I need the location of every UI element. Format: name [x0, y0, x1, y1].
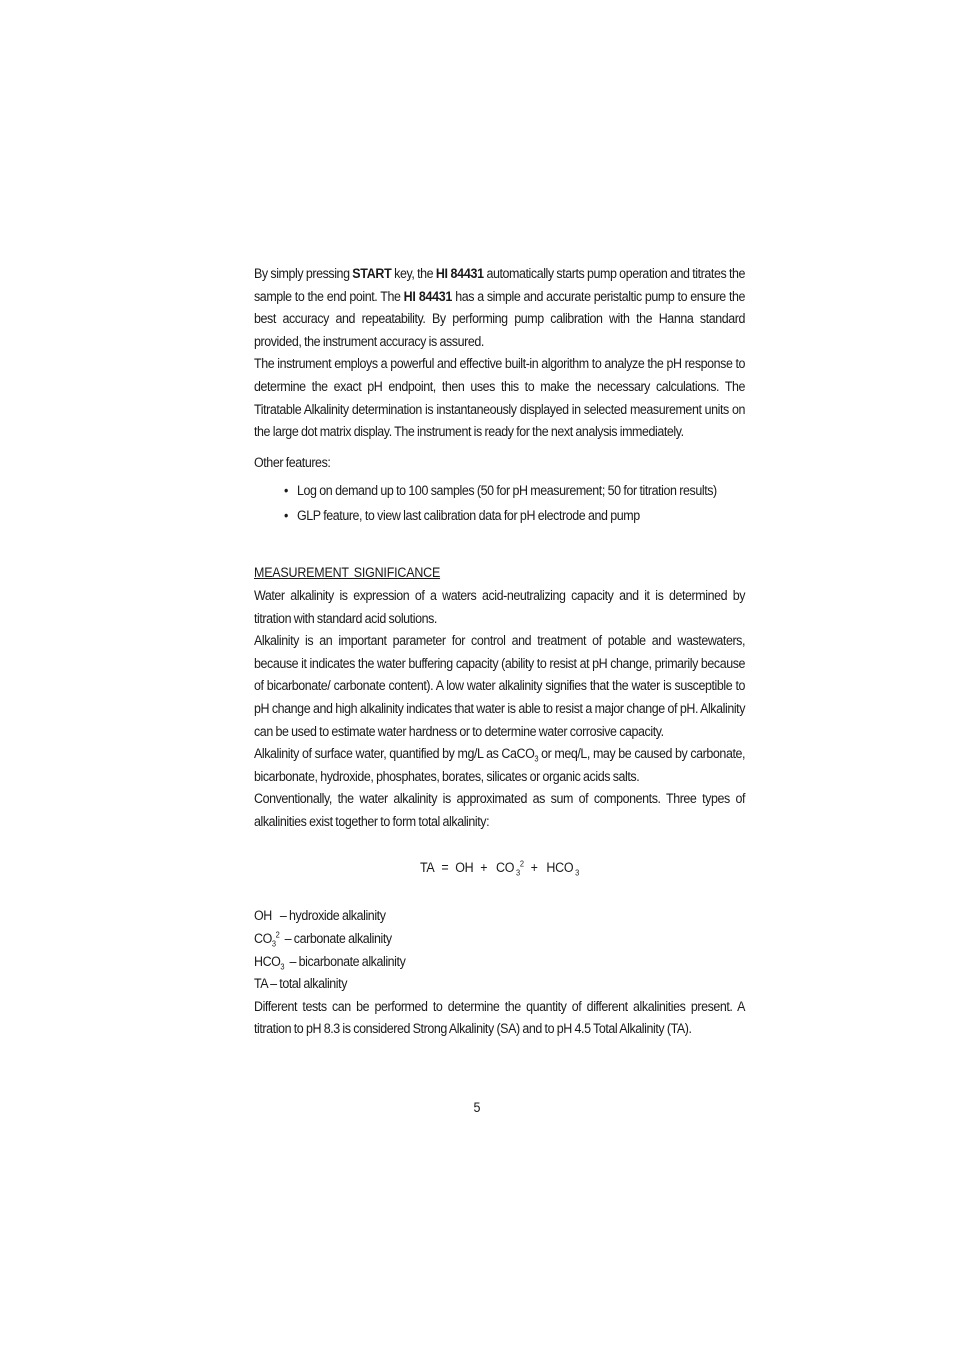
features-list — [284, 478, 745, 528]
intro-paragraph-2: The instrument employs a powerful and effective built-in algorithm to analyze the pH response to determine the exact pH endpoint, then uses this to make the necessary calculations. The Titratable Alkalinity determination is instantaneously displayed in selected measurement units on the large dot matrix display. The instrument is ready for the next analysis immediately. — [254, 356, 746, 440]
definition-hco3: $HCO_3$ – bicarbonate alkalinity — [254, 953, 406, 972]
section-paragraph-5: Different tests can be performed to determine the quantity of different alkalinities present. A titration to pH 8.3 is considered Strong Alkalinity (SA) and to pH 4.5 Total Alkalinity (TA). — [254, 998, 746, 1037]
list-item: • Log on demand up to 100 samples (50 for pH measurement; 50 for titration results) — [284, 478, 744, 503]
section-paragraph-1: Water alkalinity is expression of a waters acid-neutralizing capacity and it is determined by titration with standard acid solutions. — [254, 587, 746, 626]
model-name: HI 84431 — [403, 288, 453, 304]
section-heading: MEASUREMENT SIGNIFICANCE — [254, 565, 441, 581]
intro-paragraph-1: By simply pressing START key, the HI 84431 automatically starts pump operation and titrates the sample to the end point. The HI 84431 has a simple and accurate peristaltic pump to ensure the best accuracy and repeatability. By performing pump calibration with the Hanna standard provided, the instrument accuracy is assured. — [254, 266, 746, 349]
page-number: 5 — [473, 1100, 481, 1115]
start-key-label: START — [352, 266, 392, 281]
section-paragraph-4: Conventionally, the water alkalinity is approximated as sum of components. Three types of alkalinities exist together to form total alkalinity: — [254, 791, 746, 829]
page-content — [254, 263, 745, 1041]
list-item: • GLP feature, to view last calibration data for pH electrode and pump — [284, 503, 744, 528]
section-paragraph-3: Alkalinity of surface water, quantified by mg/L as CaCO$_3$ or meq/L, may be caused by carbonate, bicarbonate, hydroxide, phosphates, borates, silicates or organic acids salts. — [254, 746, 746, 784]
alkalinity-formula: TA = OH + CO $_3^2$ + HCO $_3$ — [419, 860, 580, 879]
bullet-icon: • — [284, 508, 288, 524]
model-name: HI 84431 — [435, 266, 484, 281]
other-features-label: Other features: — [254, 454, 331, 470]
definition-ta: TA – total alkalinity — [254, 976, 347, 992]
definition-co3: $CO_3^2$ – carbonate alkalinity — [254, 930, 392, 949]
definition-oh: OH – hydroxide alkalinity — [254, 908, 386, 924]
bullet-icon: • — [284, 483, 288, 499]
definitions-list — [254, 905, 745, 995]
section-paragraph-2: Alkalinity is an important parameter for control and treatment of potable and wastewaters, because it indicates the water buffering capacity (ability to resist at pH change, primarily because of bicarbonate/ carbonate content). A low water alkalinity signifies that the water is susceptible to pH change and high alkalinity indicates that water is able to resist a major change of pH. Alkalinity can be used to estimate water hardness or to determine water corrosive capacity. — [254, 633, 746, 739]
